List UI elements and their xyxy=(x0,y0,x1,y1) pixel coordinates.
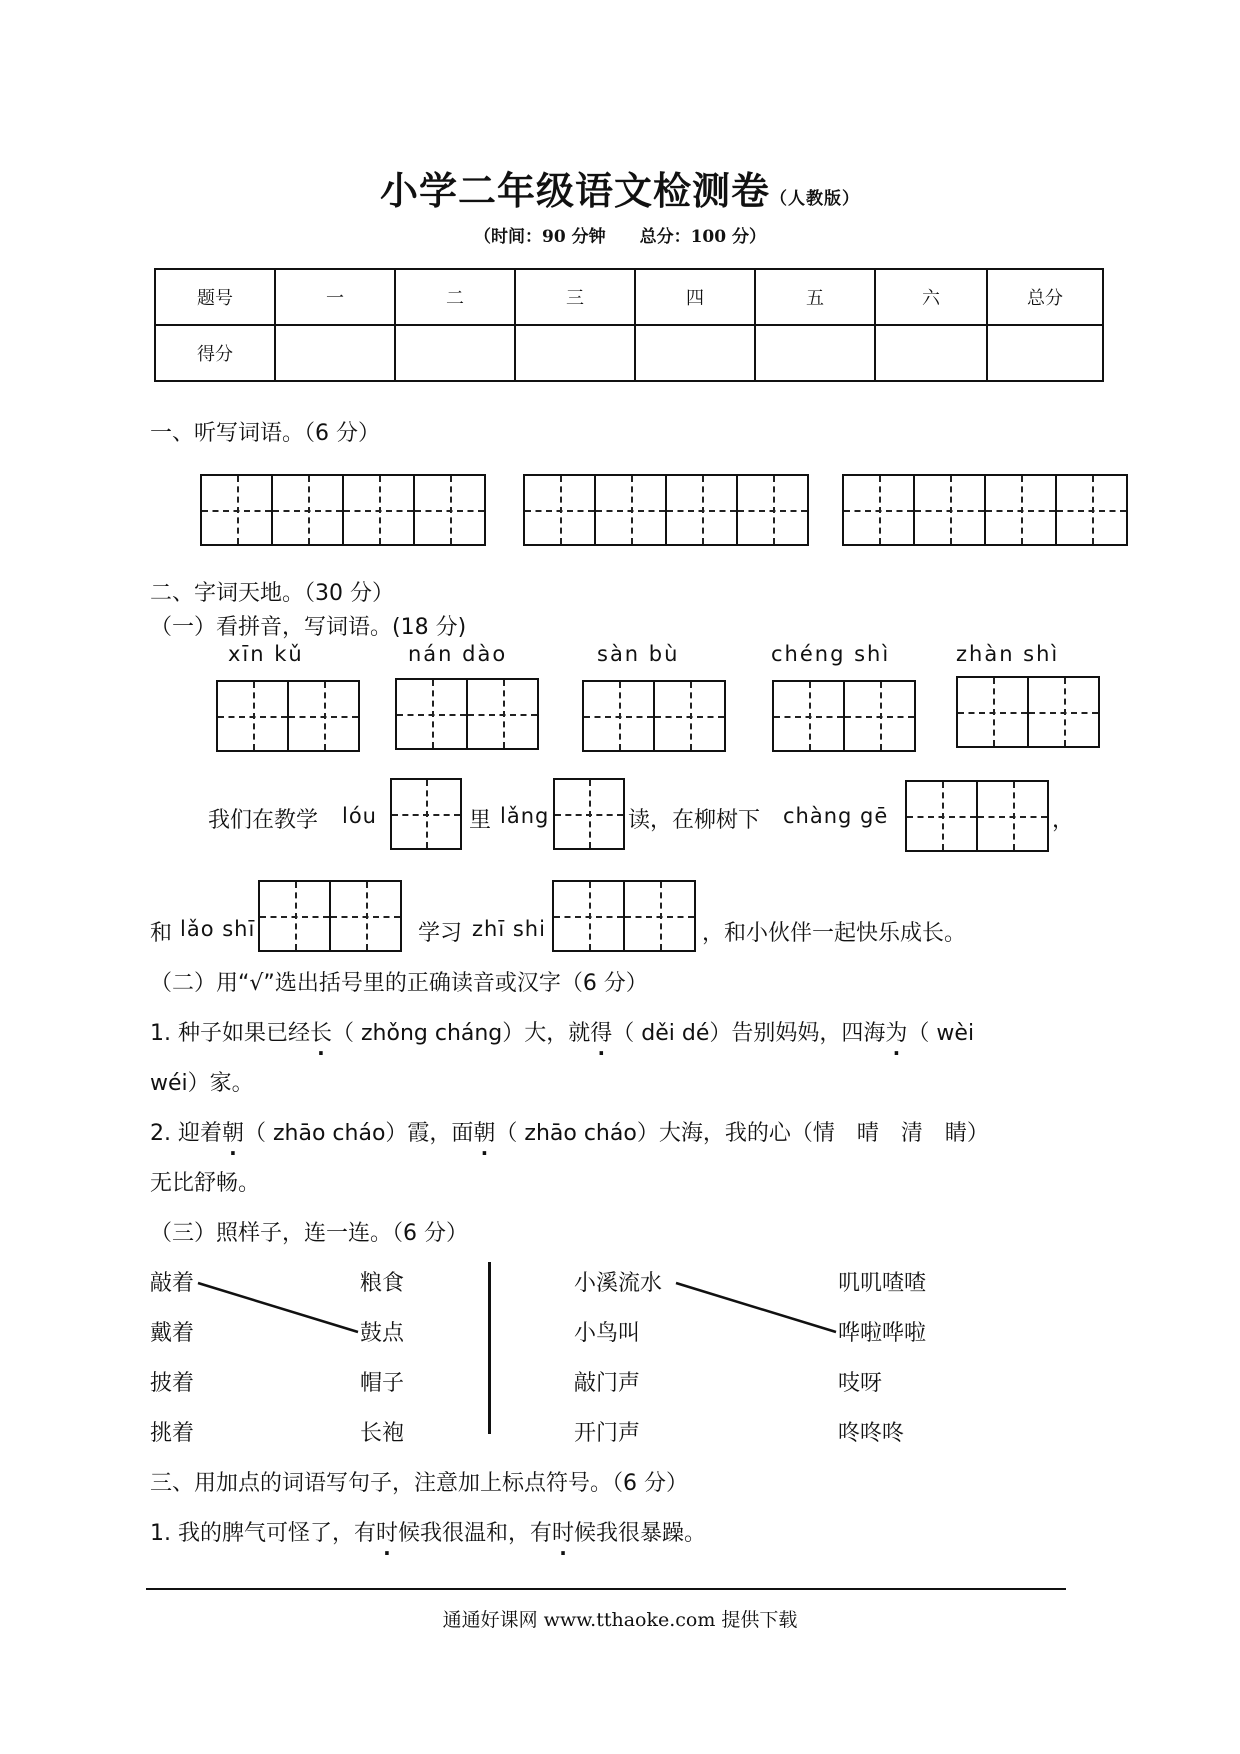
footer-divider xyxy=(146,1588,1066,1590)
match-item: 敲门声 xyxy=(574,1371,641,1396)
pinyin-label: chéng shì xyxy=(771,642,891,666)
score-table-cell: 六 xyxy=(875,269,987,325)
pinyin-label: chàng gē xyxy=(783,804,889,828)
match-item: 帽子 xyxy=(360,1371,405,1396)
sentence-text: ， xyxy=(1052,808,1075,833)
pinyin-label: sàn bù xyxy=(597,642,680,666)
question-text: （ zhāo cháo）霞，面 xyxy=(244,1121,474,1146)
dotted-word: 有时候 xyxy=(530,1521,597,1546)
part2-heading: （二）用“√”选出括号里的正确读音或汉字（6 分） xyxy=(150,971,648,996)
connector-line xyxy=(676,1283,836,1332)
match-item: 长袍 xyxy=(360,1421,405,1446)
score-table-cell: 二 xyxy=(395,269,515,325)
match-item: 开门声 xyxy=(574,1421,641,1446)
connector-line xyxy=(198,1283,358,1332)
part1-heading: （一）看拼音，写词语。(18 分) xyxy=(150,615,467,640)
score-table-cell: 题号 xyxy=(155,269,275,325)
match-item: 敲着 xyxy=(150,1271,195,1296)
sentence-text: 我们在教学 xyxy=(208,808,319,833)
match-item: 哗啦哗啦 xyxy=(838,1321,927,1346)
pinyin-label: lǎo shī xyxy=(180,917,256,941)
sentence-text: 里 xyxy=(469,808,492,833)
question-text: 无比舒畅。 xyxy=(150,1171,261,1196)
match-item: 鼓点 xyxy=(360,1321,405,1346)
dotted-char: 为 xyxy=(885,1021,908,1046)
match-item: 小鸟叫 xyxy=(574,1321,641,1346)
match-item: 粮食 xyxy=(360,1271,405,1296)
question-text: （ wèi xyxy=(907,1021,975,1046)
sentence-text: 和 xyxy=(150,921,173,946)
edition-label: （人教版） xyxy=(770,189,860,209)
dotted-char: 得 xyxy=(590,1021,613,1046)
question-text: （ zhāo cháo）大海，我的心（情 晴 清 睛） xyxy=(495,1121,989,1146)
pinyin-label: zhàn shì xyxy=(956,642,1060,666)
question-text: 我很温和， xyxy=(420,1521,531,1546)
pinyin-label: lǎng xyxy=(500,804,550,828)
dotted-char: 长 xyxy=(309,1021,332,1046)
section3-heading: 三、用加点的词语写句子，注意加上标点符号。（6 分） xyxy=(150,1471,688,1496)
sentence-text: ，和小伙伴一起快乐成长。 xyxy=(702,921,967,946)
question-text: 1. 种子如果已经 xyxy=(150,1021,310,1046)
dotted-char: 朝 xyxy=(221,1121,244,1146)
total-info: 总分：100 分） xyxy=(639,227,766,247)
match-item: 叽叽喳喳 xyxy=(838,1271,927,1296)
score-table-cell: 一 xyxy=(275,269,395,325)
pinyin-label: xīn kǔ xyxy=(228,642,304,666)
time-info: （时间：90 分钟 xyxy=(474,227,606,247)
dotted-char: 朝 xyxy=(473,1121,496,1146)
match-item: 小溪流水 xyxy=(574,1271,663,1296)
part3-heading: （三）照样子，连一连。（6 分） xyxy=(150,1221,468,1246)
pinyin-label: lóu xyxy=(342,804,377,828)
score-table-cell: 得分 xyxy=(155,325,275,381)
pinyin-label: zhī shi xyxy=(472,917,546,941)
sentence-text: 读，在柳树下 xyxy=(628,808,761,833)
question-3-1 xyxy=(150,1516,706,1547)
question-text: 我很暴躁。 xyxy=(596,1521,707,1546)
score-table-cell: 四 xyxy=(635,269,755,325)
match-item: 咚咚咚 xyxy=(838,1421,905,1446)
dotted-word: 有时候 xyxy=(353,1521,420,1546)
question-text: （ děi dé）告别妈妈，四海 xyxy=(612,1021,886,1046)
section2-heading: 二、字词天地。（30 分） xyxy=(150,581,394,606)
match-item: 挑着 xyxy=(150,1421,195,1446)
question-text: 1. 我的脾气可怪了， xyxy=(150,1521,354,1546)
pinyin-label: nán dào xyxy=(408,642,508,666)
match-item: 戴着 xyxy=(150,1321,195,1346)
question-text: （ zhǒng cháng）大，就 xyxy=(332,1021,591,1046)
question-text: wéi）家。 xyxy=(150,1071,254,1096)
score-table-cell: 三 xyxy=(515,269,635,325)
footer-text: 通通好课网 www.tthaoke.com 提供下载 xyxy=(442,1609,798,1631)
match-item: 吱呀 xyxy=(838,1371,883,1396)
question-text: 2. 迎着 xyxy=(150,1121,222,1146)
score-table-cell: 总分 xyxy=(987,269,1103,325)
title-text: 小学二年级语文检测卷 xyxy=(379,168,770,213)
score-table-cell: 五 xyxy=(755,269,875,325)
match-item: 披着 xyxy=(150,1371,195,1396)
sentence-text: 学习 xyxy=(418,921,463,946)
section1-heading: 一、听写词语。（6 分） xyxy=(150,421,380,446)
